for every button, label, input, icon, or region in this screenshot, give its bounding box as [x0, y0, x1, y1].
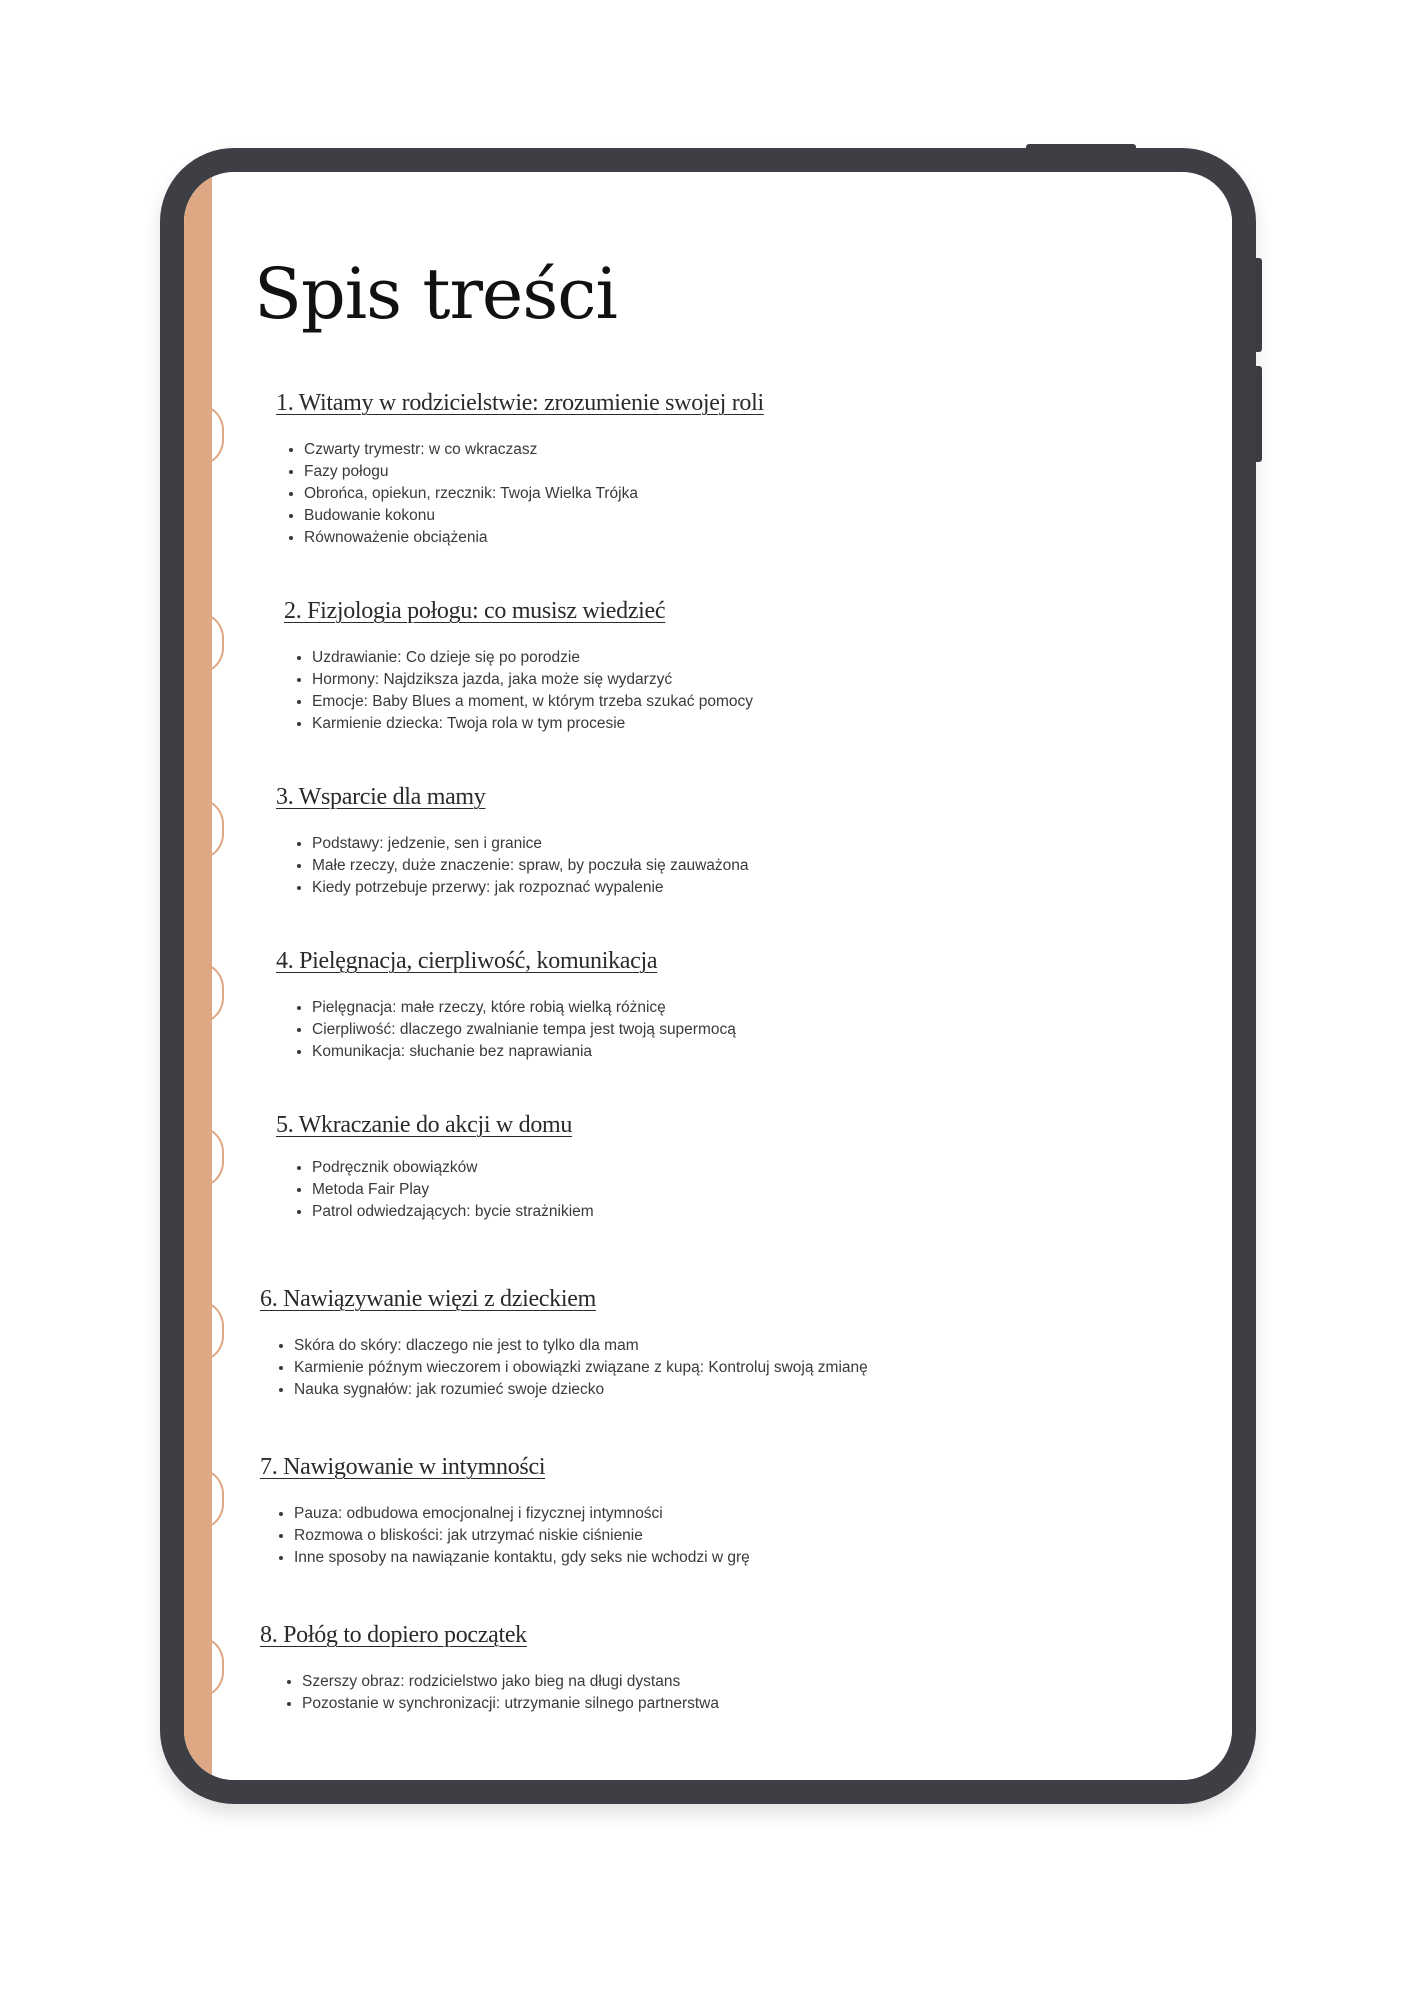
section-tab-mark [198, 1468, 224, 1530]
toc-subitem[interactable]: • Pielęgnacja: małe rzeczy, które robią wielką różnicę [312, 997, 736, 1019]
page-title: Spis treści [254, 253, 617, 335]
tablet-screen [184, 172, 1232, 1780]
toc-section-2 [284, 598, 753, 735]
toc-subitem[interactable]: • Równoważenie obciążenia [304, 527, 764, 549]
toc-subitem[interactable]: • Rozmowa o bliskości: jak utrzymać niskie ciśnienie [294, 1525, 750, 1547]
section-tab-mark [198, 962, 224, 1024]
toc-section-4 [276, 948, 736, 1063]
toc-subitems [276, 833, 749, 899]
toc-subitems [260, 1503, 750, 1569]
toc-section-heading[interactable]: 2. Fizjologia połogu: co musisz wiedzieć [284, 598, 666, 624]
section-tab-mark [198, 1300, 224, 1362]
toc-subitem[interactable]: • Małe rzeczy, duże znaczenie: spraw, by poczuła się zauważona [312, 855, 749, 877]
toc-subitem[interactable]: • Skóra do skóry: dlaczego nie jest to tylko dla mam [294, 1335, 868, 1357]
toc-section-8 [260, 1622, 719, 1715]
toc-subitems [276, 439, 764, 549]
toc-subitem[interactable]: • Obrońca, opiekun, rzecznik: Twoja Wielka Trójka [304, 483, 764, 505]
toc-subitem[interactable]: • Karmienie dziecka: Twoja rola w tym procesie [312, 713, 753, 735]
section-tab-mark [198, 404, 224, 466]
toc-subitems [276, 997, 736, 1063]
toc-section-6 [260, 1286, 868, 1401]
toc-subitem[interactable]: • Szerszy obraz: rodzicielstwo jako bieg na długi dystans [302, 1671, 719, 1693]
toc-subitem[interactable]: • Hormony: Najdziksza jazda, jaka może się wydarzyć [312, 669, 753, 691]
toc-subitem[interactable]: • Pozostanie w synchronizacji: utrzymanie silnego partnerstwa [302, 1693, 719, 1715]
tablet-frame [160, 148, 1256, 1804]
toc-subitem[interactable]: • Metoda Fair Play [312, 1179, 594, 1201]
toc-section-heading[interactable]: 3. Wsparcie dla mamy [276, 784, 486, 810]
toc-subitem[interactable]: • Komunikacja: słuchanie bez naprawiania [312, 1041, 736, 1063]
section-tab-mark [198, 612, 224, 674]
toc-subitem[interactable]: • Czwarty trymestr: w co wkraczasz [304, 439, 764, 461]
toc-subitem[interactable]: • Podręcznik obowiązków [312, 1157, 594, 1179]
toc-section-7 [260, 1454, 750, 1569]
toc-subitems [260, 1671, 719, 1715]
toc-subitem[interactable]: • Uzdrawianie: Co dzieje się po porodzie [312, 647, 753, 669]
toc-subitem[interactable]: • Fazy połogu [304, 461, 764, 483]
toc-section-3 [276, 784, 749, 899]
toc-subitems [260, 1335, 868, 1401]
toc-subitem[interactable]: • Patrol odwiedzających: bycie strażnikiem [312, 1201, 594, 1223]
toc-section-1 [276, 390, 764, 549]
section-tab-mark [198, 798, 224, 860]
toc-section-heading[interactable]: 7. Nawigowanie w intymności [260, 1454, 546, 1480]
toc-subitem[interactable]: • Cierpliwość: dlaczego zwalnianie tempa jest twoją supermocą [312, 1019, 736, 1041]
toc-subitem[interactable]: • Budowanie kokonu [304, 505, 764, 527]
section-tab-mark [198, 1636, 224, 1698]
toc-subitem[interactable]: • Nauka sygnałów: jak rozumieć swoje dziecko [294, 1379, 868, 1401]
toc-section-5 [276, 1112, 594, 1223]
toc-subitems [284, 647, 753, 735]
toc-subitem[interactable]: • Karmienie późnym wieczorem i obowiązki związane z kupą: Kontroluj swoją zmianę [294, 1357, 868, 1379]
toc-section-heading[interactable]: 6. Nawiązywanie więzi z dzieckiem [260, 1286, 596, 1312]
toc-subitems [276, 1157, 594, 1223]
toc-section-heading[interactable]: 5. Wkraczanie do akcji w domu [276, 1112, 573, 1138]
toc-subitem[interactable]: • Emocje: Baby Blues a moment, w którym trzeba szukać pomocy [312, 691, 753, 713]
toc-section-heading[interactable]: 8. Połóg to dopiero początek [260, 1622, 527, 1648]
section-tab-mark [198, 1126, 224, 1188]
toc-subitem[interactable]: • Inne sposoby na nawiązanie kontaktu, gdy seks nie wchodzi w grę [294, 1547, 750, 1569]
toc-section-heading[interactable]: 1. Witamy w rodzicielstwie: zrozumienie swojej roli [276, 390, 764, 416]
toc-subitem[interactable]: • Podstawy: jedzenie, sen i granice [312, 833, 749, 855]
toc-subitem[interactable]: • Kiedy potrzebuje przerwy: jak rozpoznać wypalenie [312, 877, 749, 899]
toc-section-heading[interactable]: 4. Pielęgnacja, cierpliwość, komunikacja [276, 948, 658, 974]
toc-subitem[interactable]: • Pauza: odbudowa emocjonalnej i fizycznej intymności [294, 1503, 750, 1525]
